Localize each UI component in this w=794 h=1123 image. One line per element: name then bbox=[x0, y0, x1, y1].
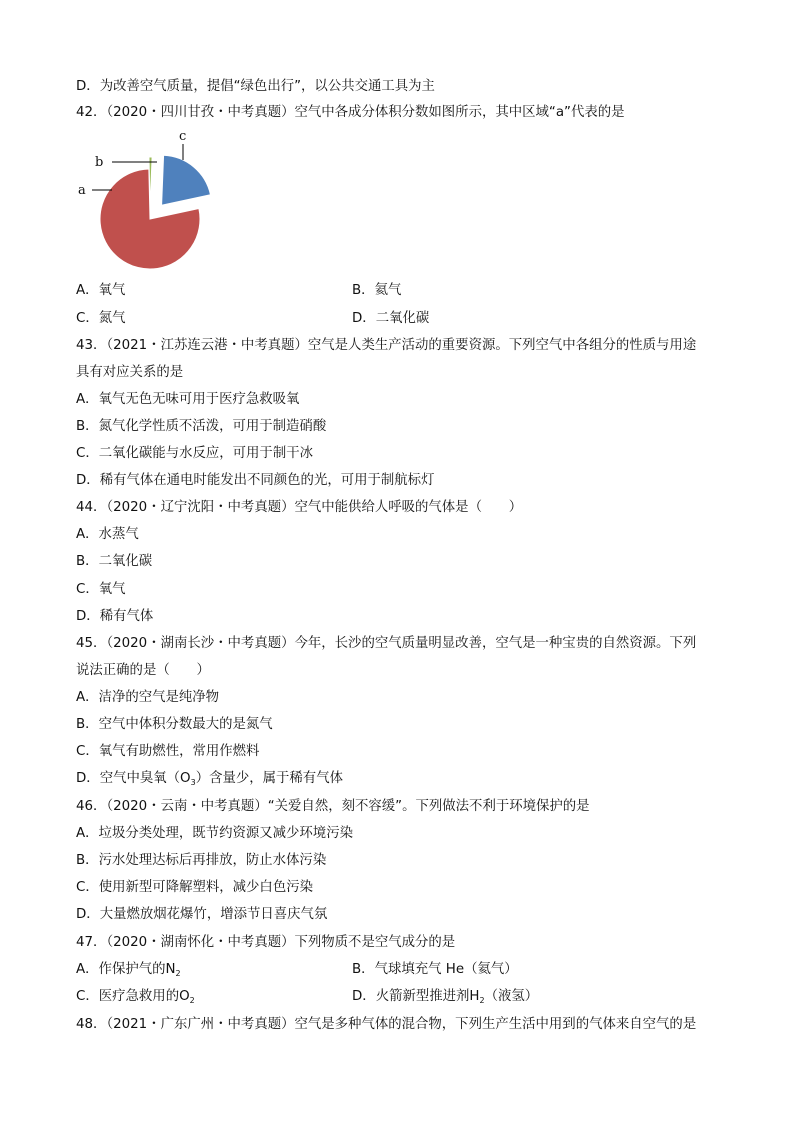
q42-option-c: C．氮气 bbox=[76, 311, 126, 326]
q47-option-d-text-end: （液氢） bbox=[484, 989, 539, 1004]
q47-option-b: B．气球填充气 He（氦气） bbox=[352, 962, 518, 977]
pie-label-c: c bbox=[179, 129, 187, 144]
q47-option-d bbox=[352, 987, 538, 1008]
q47-option-a bbox=[76, 960, 181, 981]
q46-stem: 46．（2020・云南・中考真题）“关爱自然，刻不容缓”。下列做法不利于环境保护的是 bbox=[76, 799, 590, 814]
q46-option-c: C．使用新型可降解塑料，减少白色污染 bbox=[76, 880, 313, 895]
q47-stem: 47．（2020・湖南怀化・中考真题）下列物质不是空气成分的是 bbox=[76, 935, 456, 950]
q47-option-d-text-start: D．火箭新型推进剂H bbox=[352, 989, 480, 1004]
q48-stem: 48．（2021・广东广州・中考真题）空气是多种气体的混合物，下列生产生活中用到的气体来自空气的是 bbox=[76, 1017, 697, 1032]
q41-option-d: D．为改善空气质量，提倡“绿色出行”，以公共交通工具为主 bbox=[76, 79, 435, 94]
q46-option-d: D．大量燃放烟花爆竹，增添节日喜庆气氛 bbox=[76, 907, 328, 922]
oxygen-subscript: 2 bbox=[189, 996, 195, 1005]
q43-stem-line2: 具有对应关系的是 bbox=[76, 365, 184, 380]
q44-option-a: A．水蒸气 bbox=[76, 527, 139, 542]
q43-option-a: A．氧气无色无味可用于医疗急救吸氧 bbox=[76, 392, 300, 407]
q44-option-c: C．氧气 bbox=[76, 582, 126, 597]
q45-option-d bbox=[76, 769, 343, 790]
q47-option-a-text: A．作保护气的N bbox=[76, 962, 176, 977]
q43-option-b: B．氮气化学性质不活泼，可用于制造硝酸 bbox=[76, 419, 327, 434]
ozone-subscript: 3 bbox=[190, 778, 196, 787]
q47-option-c bbox=[76, 987, 195, 1008]
q44-option-d: D．稀有气体 bbox=[76, 609, 154, 624]
q42-option-b: B．氦气 bbox=[352, 283, 402, 298]
q45-option-a: A．洁净的空气是纯净物 bbox=[76, 690, 220, 705]
q46-option-a: A．垃圾分类处理，既节约资源又减少环境污染 bbox=[76, 826, 353, 841]
q45-option-b: B．空气中体积分数最大的是氮气 bbox=[76, 717, 273, 732]
q44-option-b: B．二氧化碳 bbox=[76, 554, 153, 569]
q45-stem-line2: 说法正确的是（ ） bbox=[76, 663, 210, 678]
pie-label-a: a bbox=[78, 183, 86, 198]
nitrogen-subscript: 2 bbox=[175, 969, 181, 978]
q45-option-d-text-end: ）含量少，属于稀有气体 bbox=[195, 771, 343, 786]
pie-slice-c bbox=[162, 155, 211, 205]
q43-option-d: D．稀有气体在通电时能发出不同颜色的光，可用于制航标灯 bbox=[76, 473, 435, 488]
q43-option-c: C．二氧化碳能与水反应，可用于制干冰 bbox=[76, 446, 313, 461]
hydrogen-subscript: 2 bbox=[479, 996, 485, 1005]
pie-slice-b bbox=[149, 157, 152, 207]
q45-stem-line1: 45．（2020・湖南长沙・中考真题）今年，长沙的空气质量明显改善，空气是一种宝贵的自然资源。下列 bbox=[76, 636, 697, 651]
q42-stem: 42．（2020・四川甘孜・中考真题）空气中各成分体积分数如图所示，其中区域“a”代表的是 bbox=[76, 105, 625, 120]
pie-label-b: b bbox=[95, 155, 104, 170]
q46-option-b: B．污水处理达标后再排放，防止水体污染 bbox=[76, 853, 327, 868]
q45-option-c: C．氧气有助燃性，常用作燃料 bbox=[76, 744, 260, 759]
q45-option-d-text-start: D．空气中臭氧（O bbox=[76, 771, 191, 786]
q42-option-d: D．二氧化碳 bbox=[352, 311, 430, 326]
air-composition-pie-chart bbox=[70, 126, 220, 276]
q42-option-a: A．氧气 bbox=[76, 283, 126, 298]
q47-option-c-text: C．医疗急救用的O bbox=[76, 989, 190, 1004]
q44-stem: 44．（2020・辽宁沈阳・中考真题）空气中能供给人呼吸的气体是（ ） bbox=[76, 500, 523, 515]
q43-stem-line1: 43．（2021・江苏连云港・中考真题）空气是人类生产活动的重要资源。下列空气中各组分的性质与用途 bbox=[76, 338, 697, 353]
